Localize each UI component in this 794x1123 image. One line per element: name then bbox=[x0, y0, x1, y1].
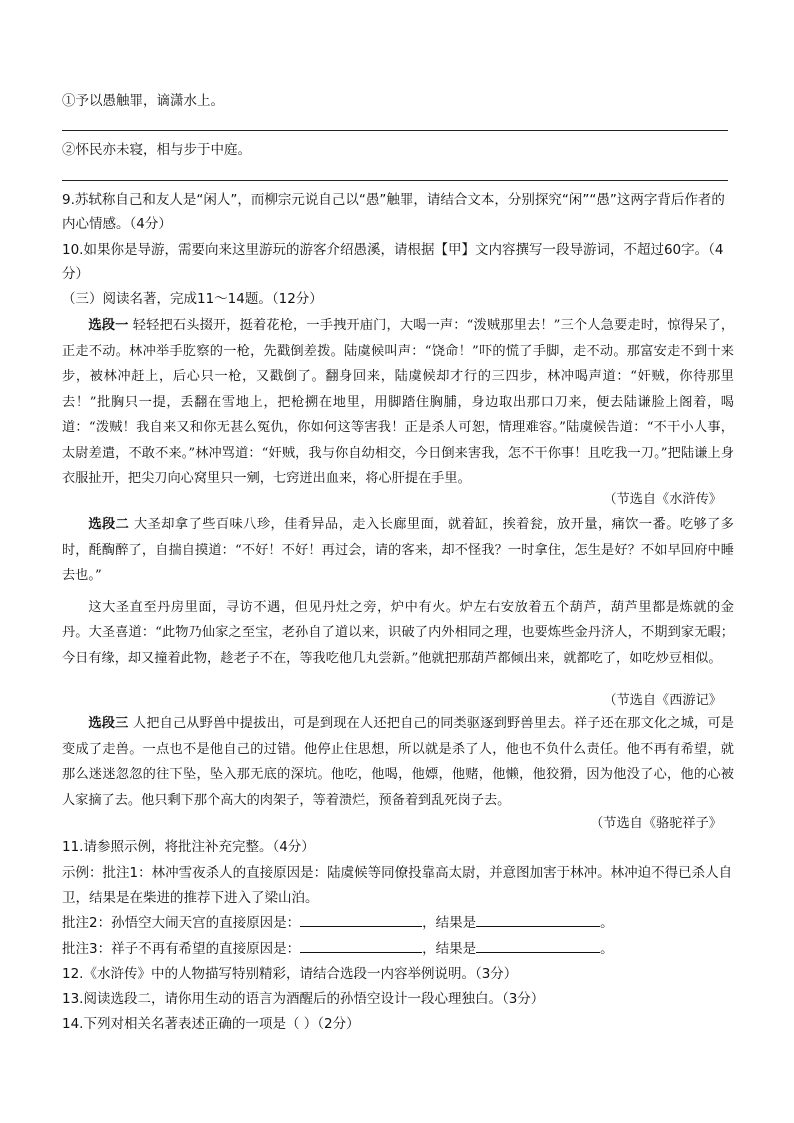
note-label: 批注3：祥子不再有希望的直接原因是： bbox=[62, 941, 301, 957]
question-12: 12.《水浒传》中的人物描写特别精彩，请结合选段一内容举例说明。（3分） bbox=[62, 966, 518, 982]
answer-blank[interactable] bbox=[300, 912, 422, 927]
question-13: 13.阅读选段二，请你用生动的语言为酒醒后的孙悟空设计一段心理独白。（3分） bbox=[62, 991, 545, 1007]
section-3-heading: （三）阅读名著，完成11～14题。（12分） bbox=[62, 291, 323, 307]
note-label: ，结果是 bbox=[422, 941, 477, 957]
excerpt-2 bbox=[62, 512, 734, 671]
question-9: 9.苏轼称自己和友人是“闲人”，而柳宗元说自己以“愚”触罪，请结合文本，分别探究“闲”“愚”这两字背后作者的内心情感。（4分） bbox=[62, 192, 725, 232]
answer-rule bbox=[62, 130, 728, 131]
note-label: ，结果是 bbox=[422, 915, 477, 931]
excerpt-label: 选段一 bbox=[88, 318, 129, 333]
answer-rule bbox=[62, 180, 728, 181]
excerpt-label: 选段二 bbox=[88, 517, 130, 532]
excerpt-text: 轻轻把石头掇开，挺着花枪，一手拽开庙门，大喝一声：“泼贼那里去！”三个人急要走时，惊得呆了，正走不动。林冲举手肐察的一枪，先戳倒差拨。陆虞候叫声：“饶命！”吓的慌了手脚，走不动。那富安走不到十来步，被林冲赶上，后心只一枪，又戳倒了。翻身回来，陆虞候却才行的三四步，林冲喝声道：“奸贼，你待那里去！”批胸只一提，丢翻在雪地上，把枪搠在地里，用脚踏住胸脯，身边取出那口刀来，便去陆谦脸上阁着，喝道：“泼贼！我自来又和你无甚么冤仇，你如何这等害我！正是杀人可恕，情理难容。”陆虞候告道：“不干小人事，太尉差遣，不敢不来。”林冲骂道：“奸贼，我与你自幼相交，今日倒来害我，怎不干你事！且吃我一刀。”把陆谦上身衣服扯开，把尖刀向心窝里只一剜，七窍迸出血来，将心肝提在手里。 bbox=[62, 318, 735, 486]
excerpt-text: 这大圣直至丹房里面，寻访不遇，但见丹灶之旁，炉中有火。炉左右安放着五个葫芦，葫芦里都是炼就的金丹。大圣喜道：“此物乃仙家之至宝，老孙自了道以来，识破了内外相同之理，也要炼些金丹济人，不期到家无暇；今日有缘，却又撞着此物，趁老子不在，等我吃他几丸尝新。”他就把那葫芦都倾出来，就都吃了，如吃炒豆相似。 bbox=[62, 599, 734, 666]
note-2 bbox=[62, 912, 734, 935]
excerpt-label: 选段三 bbox=[88, 716, 129, 731]
line-2: ②怀民亦未寝，相与步于中庭。 bbox=[62, 142, 251, 158]
line-1: ①予以愚触罪，谪潇水上。 bbox=[62, 93, 224, 109]
excerpt-text: 人把自己从野兽中提拔出，可是到现在人还把自己的同类驱逐到野兽里去。祥子还在那文化之城，可是变成了走兽。一点也不是他自己的过错。他停止住思想，所以就是杀了人，他也不负什么责任。他不再有希望，就那么迷迷忽忽的往下坠，坠入那无底的深坑。他吃，他喝，他嫖，他赌，他懒，他狡猾，因为他没了心，他的心被人家摘了去。他只剩下那个高大的肉架子，等着溃烂，预备着到乱死岗子去。 bbox=[62, 716, 734, 808]
answer-blank[interactable] bbox=[476, 912, 600, 927]
question-11: 11.请参照示例，将批注补充完整。（4分） bbox=[62, 839, 315, 855]
answer-blank[interactable] bbox=[476, 938, 600, 953]
excerpt-1 bbox=[62, 313, 734, 492]
question-10: 10.如果你是导游，需要向来这里游玩的游客介绍愚溪，请根据【甲】文内容撰写一段导游词，不超过60字。（4分） bbox=[62, 242, 724, 282]
excerpt-source: （节选自《水浒传》 bbox=[603, 492, 722, 507]
excerpt-text: 大圣却拿了些百味八珍，佳肴异品，走入长廊里面，就着缸，挨着瓮，放开量，痛饮一番。吃够了多时，酕醄醉了，自揣自摸道：“不好！不好！再过会，请的客来，却不怪我？一时拿住，怎生是好？不如早回府中睡去也。” bbox=[62, 517, 734, 583]
note-3 bbox=[62, 938, 734, 961]
question-14: 14.下列对相关名著表述正确的一项是（ ）（2分） bbox=[62, 1016, 360, 1032]
example-note: 示例：批注1：林冲雪夜杀人的直接原因是：陆虞候等同僚投靠高太尉，并意图加害于林冲。林冲迫不得已杀人自卫，结果是在柴进的推荐下进入了梁山泊。 bbox=[62, 865, 733, 906]
note-label: 。 bbox=[600, 915, 614, 931]
excerpt-3 bbox=[62, 711, 734, 813]
excerpt-source: （节选自《西游记》 bbox=[603, 693, 722, 708]
answer-blank[interactable] bbox=[300, 938, 422, 953]
note-label: 批注2：孙悟空大闹天宫的直接原因是： bbox=[62, 915, 301, 931]
note-label: 。 bbox=[600, 941, 614, 957]
excerpt-source: （节选自《骆驼祥子》 bbox=[590, 816, 722, 831]
